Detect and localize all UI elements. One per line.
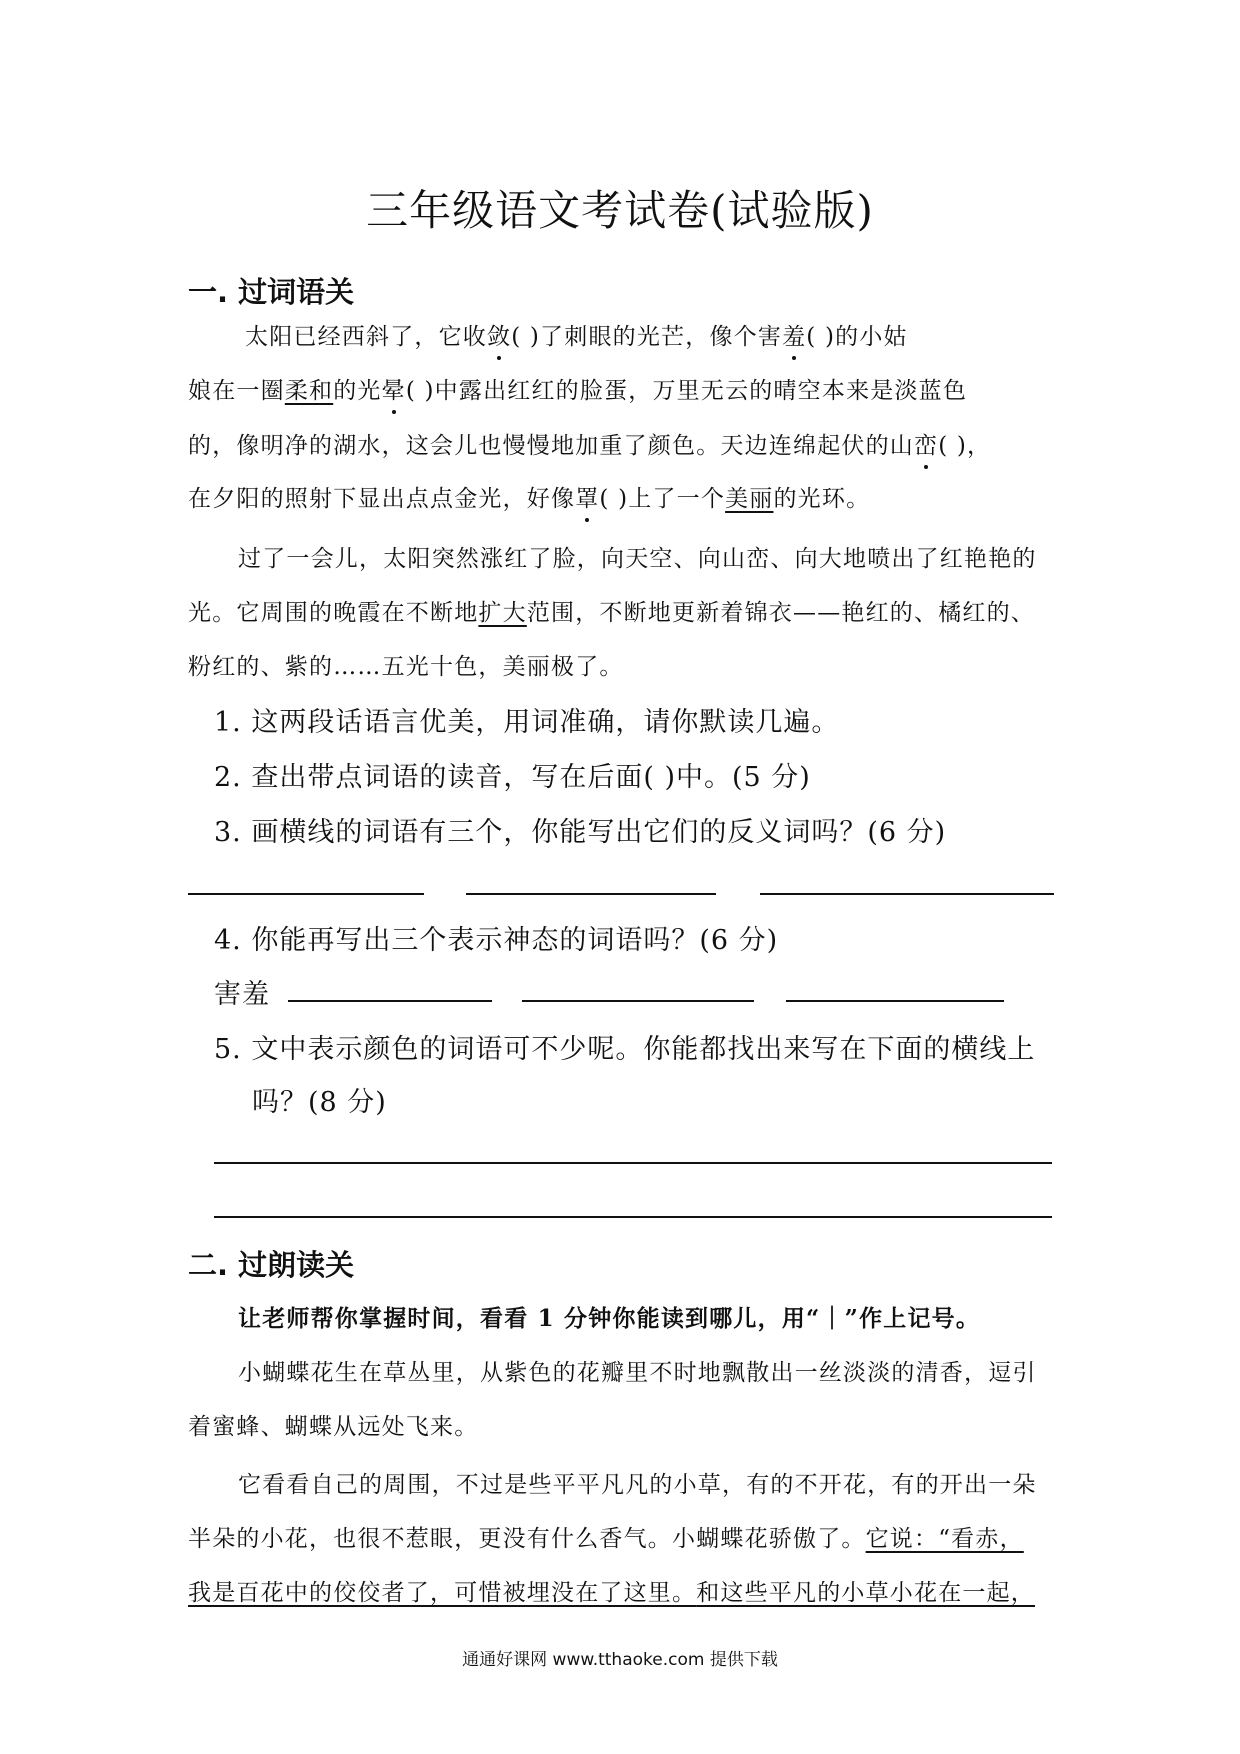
question-1: 1. 这两段话语言优美，用词准确，请你默读几遍。	[214, 707, 840, 738]
dotted-word: 敛	[487, 324, 512, 350]
instruction: 让老师帮你掌握时间，看看 1 分钟你能读到哪儿，用“｜”作上记号。	[238, 1305, 981, 1332]
q4-example-word: 害羞	[214, 979, 270, 1010]
underlined-sentence: 它说：“看赤，	[865, 1526, 1024, 1552]
text: ( )上了一个	[599, 486, 726, 512]
text: ( )的小姑	[806, 324, 908, 350]
answer-line[interactable]	[466, 893, 716, 895]
question-4: 4. 你能再写出三个表示神态的词语吗？(6 分)	[214, 925, 779, 956]
footer: 通通好课网 www.tthaoke.com 提供下载	[462, 1650, 778, 1670]
section-2-heading: 二. 过朗读关	[188, 1248, 355, 1282]
text: 的光环。	[773, 486, 871, 512]
text: ( )中露出红红的脸蛋，万里无云的晴空本来是淡蓝色	[405, 378, 968, 404]
answer-line[interactable]	[214, 1162, 1052, 1164]
reading-p2-line2	[188, 1520, 1024, 1553]
answer-line[interactable]	[522, 1000, 754, 1002]
para1-line4	[188, 480, 870, 513]
dotted-word: 峦	[914, 433, 939, 459]
para1-line2	[188, 372, 967, 405]
text: 光。它周围的晚霞在不断地	[188, 600, 479, 626]
dotted-word: 罩	[575, 486, 600, 512]
question-5: 5. 文中表示颜色的词语可不少呢。你能都找出来写在下面的横线上	[214, 1034, 1036, 1065]
para2-line2	[188, 594, 1035, 627]
text: 太阳已经西斜了，它收	[245, 324, 487, 350]
underlined-sentence: 和这些平凡的小草小花在一起，	[696, 1580, 1036, 1606]
text: 范围，不断地更新着锦衣——艳红的、橘红的、	[526, 600, 1036, 626]
text: 半朵的小花，也很不惹眼，更没有什么香气。小蝴蝶花骄傲了。	[188, 1526, 866, 1552]
text: 在夕阳的照射下显出点点金光，好像	[188, 486, 576, 512]
text: 的光	[333, 378, 382, 404]
reading-p1-line1: 小蝴蝶花生在草丛里，从紫色的花瓣里不时地飘散出一丝淡淡的清香，逗引	[238, 1360, 1037, 1386]
para1-line3	[188, 427, 991, 460]
dotted-word: 羞	[782, 324, 807, 350]
underlined-word: 美丽	[725, 486, 774, 512]
answer-line[interactable]	[188, 893, 424, 895]
answer-line[interactable]	[760, 893, 1054, 895]
reading-p1-line2: 着蜜蜂、蝴蝶从远处飞来。	[188, 1414, 479, 1440]
dotted-word: 晕	[381, 378, 406, 404]
page-title: 三年级语文考试卷(试验版)	[366, 186, 874, 235]
underlined-word: 扩大	[478, 600, 527, 626]
text: ( )，	[938, 433, 992, 459]
answer-line[interactable]	[214, 1216, 1052, 1218]
question-2: 2. 查出带点词语的读音，写在后面( )中。(5 分)	[214, 762, 811, 793]
answer-line[interactable]	[288, 1000, 492, 1002]
question-3: 3. 画横线的词语有三个，你能写出它们的反义词吗？(6 分)	[214, 817, 947, 848]
text: 的，像明净的湖水，这会儿也慢慢地加重了颜色。天边连绵起伏的山	[188, 433, 914, 459]
section-1-heading: 一. 过词语关	[188, 275, 355, 309]
reading-p2-line1: 它看看自己的周围，不过是些平平凡凡的小草，有的不开花，有的开出一朵	[238, 1472, 1037, 1498]
para2-line3: 粉红的、紫的……五光十色，美丽极了。	[188, 654, 624, 680]
para2-line1: 过了一会儿，太阳突然涨红了脸，向天空、向山峦、向大地喷出了红艳艳的	[238, 546, 1037, 572]
text: ( )了刺眼的光芒，像个害	[511, 324, 783, 350]
answer-line[interactable]	[786, 1000, 1004, 1002]
underlined-word: 柔和	[284, 378, 334, 404]
text: 娘在一圈	[188, 378, 285, 404]
underlined-sentence: 我是百花中的佼佼者了，可惜被埋没在了这里。	[188, 1580, 697, 1606]
question-5-cont: 吗？(8 分)	[252, 1087, 387, 1118]
para1-line1	[245, 318, 908, 351]
reading-p2-line3	[188, 1574, 1035, 1607]
